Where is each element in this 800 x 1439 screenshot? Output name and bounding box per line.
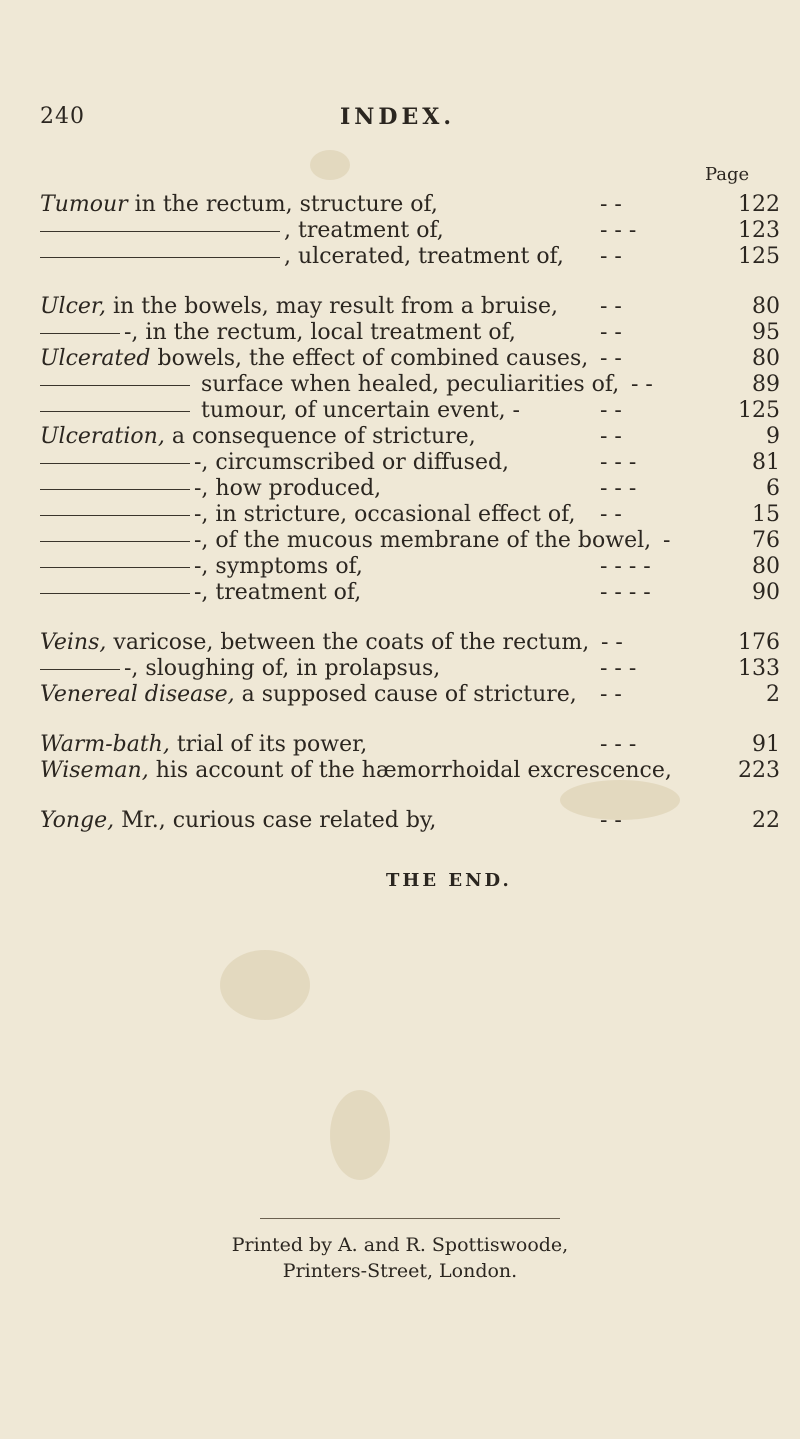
entry-heading: Venereal disease, — [40, 682, 235, 707]
ditto-rule — [40, 231, 280, 232]
ditto-rule — [40, 463, 190, 464]
entry-description: -, circumscribed or diffused, — [194, 450, 510, 475]
entry-page-number: 91 — [752, 732, 780, 757]
entry-description: -, sloughing of, in prolapsus, — [124, 656, 441, 681]
entry-description: -, in stricture, occasional effect of, — [194, 502, 576, 527]
entry-leader: - — [663, 528, 671, 553]
entry-text — [40, 630, 589, 656]
group-gap — [40, 708, 780, 732]
entry-page-number: 81 — [752, 450, 780, 475]
entry-page-number: 95 — [752, 320, 780, 345]
paper-stain — [220, 950, 310, 1020]
index-entry — [40, 424, 780, 450]
entry-text — [40, 580, 361, 606]
index-entry — [40, 244, 780, 270]
entry-description: , ulcerated, treatment of, — [284, 244, 564, 269]
entry-description: surface when healed, peculiarities of, — [194, 372, 620, 397]
entry-leader: - - - — [600, 450, 637, 475]
entry-text — [40, 528, 651, 554]
page-number: 240 — [40, 104, 85, 129]
entry-leader: - - — [631, 372, 653, 397]
entry-text — [40, 502, 575, 528]
entry-description: a supposed cause of stricture, — [234, 682, 577, 707]
entry-text — [40, 320, 516, 346]
entry-heading: Warm-bath, — [40, 732, 170, 757]
entry-leader: - - - - — [600, 580, 651, 605]
index-entry — [40, 476, 780, 502]
entry-text — [40, 554, 363, 580]
index-entry — [40, 808, 780, 834]
entry-text — [40, 244, 564, 270]
index-entry — [40, 528, 780, 554]
entry-page-number: 15 — [752, 502, 780, 527]
entry-description: bowels, the effect of combined causes, — [150, 346, 589, 371]
entry-description: trial of its power, — [169, 732, 368, 757]
entry-page-number: 125 — [738, 244, 780, 269]
group-gap — [40, 606, 780, 630]
entry-leader: - - - - — [600, 554, 651, 579]
entry-leader: - - — [600, 502, 622, 527]
index-entry — [40, 320, 780, 346]
entry-leader: - - — [600, 244, 622, 269]
index-entry — [40, 372, 780, 398]
entry-page-number: 9 — [766, 424, 780, 449]
entry-description: a consequence of stricture, — [164, 424, 476, 449]
ditto-rule — [40, 593, 190, 594]
entry-page-number: 2 — [766, 682, 780, 707]
entry-text — [40, 808, 436, 834]
entry-text — [40, 656, 440, 682]
entry-heading: Veins, — [40, 630, 107, 655]
entry-description: , treatment of, — [284, 218, 444, 243]
entry-text — [40, 476, 381, 502]
paper-stain — [330, 1090, 390, 1180]
entry-text — [40, 192, 438, 218]
entry-page-number: 22 — [752, 808, 780, 833]
entry-page-number: 90 — [752, 580, 780, 605]
entry-leader: - - — [600, 808, 622, 833]
index-entry — [40, 630, 780, 656]
entry-page-number: 125 — [738, 398, 780, 423]
entry-text — [40, 732, 367, 758]
entry-text — [40, 294, 558, 320]
entry-leader: - - — [600, 682, 622, 707]
entry-leader: - - — [600, 424, 622, 449]
printer-line-1: Printed by A. and R. Spottiswoode, — [231, 1234, 569, 1256]
entry-heading: Ulcerated — [40, 346, 151, 371]
index-entry — [40, 554, 780, 580]
index-entries — [40, 192, 780, 834]
entry-page-number: 133 — [738, 656, 780, 681]
ditto-rule — [40, 333, 120, 334]
entry-description: -, in the rectum, local treatment of, — [124, 320, 516, 345]
entry-leader: - - — [600, 294, 622, 319]
ditto-rule — [40, 257, 280, 258]
ditto-rule — [40, 515, 190, 516]
index-entry — [40, 192, 780, 218]
entry-text — [40, 398, 520, 424]
index-entry — [40, 656, 780, 682]
entry-description: varicose, between the coats of the rectum, — [106, 630, 590, 655]
index-entry — [40, 732, 780, 758]
entry-page-number: 176 — [738, 630, 780, 655]
entry-heading: Ulcer, — [40, 294, 107, 319]
entry-heading: Yonge, — [40, 808, 115, 833]
ditto-rule — [40, 541, 190, 542]
entry-heading: Wiseman, — [40, 758, 149, 783]
entry-heading: Ulceration, — [40, 424, 165, 449]
ditto-rule — [40, 411, 190, 412]
entry-page-number: 122 — [738, 192, 780, 217]
ditto-rule — [40, 669, 120, 670]
printer-line-2: Printers-Street, London. — [282, 1260, 518, 1282]
ditto-rule — [40, 567, 190, 568]
entry-leader: - - — [600, 398, 622, 423]
entry-page-number: 123 — [738, 218, 780, 243]
entry-leader: - - — [600, 320, 622, 345]
index-entry — [40, 218, 780, 244]
ditto-rule — [40, 489, 190, 490]
entry-text — [40, 346, 588, 372]
entry-description: his account of the hæmorrhoidal excrescence, — [148, 758, 672, 783]
entry-description: -, treatment of, — [194, 580, 362, 605]
group-gap — [40, 270, 780, 294]
entry-text — [40, 424, 476, 450]
end-text: THE END. — [386, 870, 512, 891]
index-entry — [40, 682, 780, 708]
index-entry — [40, 580, 780, 606]
entry-page-number: 6 — [766, 476, 780, 501]
entry-page-number: 89 — [752, 372, 780, 397]
entry-leader: - - - — [600, 218, 637, 243]
divider — [260, 1218, 560, 1219]
entry-text — [40, 758, 672, 784]
index-entry — [40, 294, 780, 320]
entry-description: tumour, of uncertain event, - — [194, 398, 520, 423]
index-entry — [40, 346, 780, 372]
page-header — [40, 104, 760, 144]
entry-text — [40, 372, 619, 398]
entry-description: -, how produced, — [194, 476, 382, 501]
page-column-label: Page — [705, 164, 750, 185]
paper-stain — [310, 150, 350, 180]
entry-leader: - - — [600, 346, 622, 371]
entry-description: Mr., curious case related by, — [114, 808, 437, 833]
entry-leader: - - — [601, 630, 623, 655]
entry-text — [40, 682, 577, 708]
group-gap — [40, 784, 780, 808]
entry-leader: - - - — [600, 656, 637, 681]
entry-text — [40, 218, 444, 244]
entry-description: -, of the mucous membrane of the bowel, — [194, 528, 652, 553]
index-entry — [40, 398, 780, 424]
entry-description: in the rectum, structure of, — [127, 192, 438, 217]
index-entry — [40, 502, 780, 528]
entry-leader: - - - — [600, 476, 637, 501]
ditto-rule — [40, 385, 190, 386]
entry-text — [40, 450, 509, 476]
entry-page-number: 223 — [738, 758, 780, 783]
entry-description: in the bowels, may result from a bruise, — [106, 294, 558, 319]
printer-imprint — [0, 1232, 800, 1284]
entry-leader: - - - — [600, 732, 637, 757]
index-entry — [40, 450, 780, 476]
entry-page-number: 80 — [752, 294, 780, 319]
entry-heading: Tumour — [40, 192, 128, 217]
index-entry — [40, 758, 780, 784]
entry-page-number: 80 — [752, 346, 780, 371]
entry-leader: - - — [600, 192, 622, 217]
entry-page-number: 80 — [752, 554, 780, 579]
entry-description: -, symptoms of, — [194, 554, 363, 579]
entry-page-number: 76 — [752, 528, 780, 553]
page-title: INDEX. — [340, 104, 455, 130]
